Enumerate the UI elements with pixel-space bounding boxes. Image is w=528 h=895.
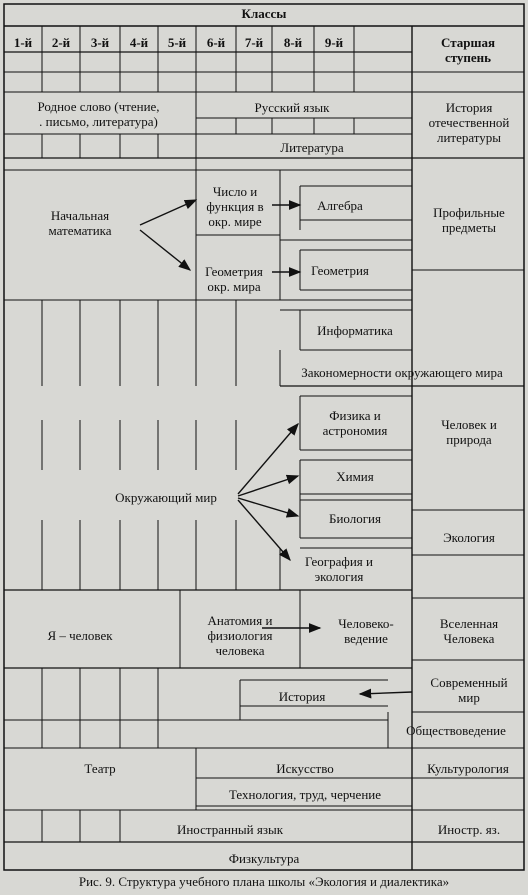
grade-header-3: 3-й	[90, 34, 110, 50]
arrow-okr-fizika	[238, 424, 298, 494]
subject-zakonomernosti: Закономерности окружающего мира	[301, 364, 503, 380]
arrow-mat-geom-okr	[140, 230, 190, 270]
grade-header-1: 1-й	[13, 34, 33, 50]
subject-himiya: Химия	[336, 468, 374, 484]
header-title: Классы	[241, 5, 287, 21]
arrow-sovr-istoriya	[360, 692, 412, 694]
arrow-okr-himiya	[238, 476, 298, 496]
subject-teatr: Театр	[84, 760, 116, 776]
subject-geom-okr: Геометрия окр. мира	[205, 264, 263, 294]
grade-header-4: 4-й	[129, 34, 149, 50]
subject-rodnoe-slovo: Родное слово (чтение, . письмо, литература)	[37, 99, 160, 129]
grade-header-7: 7-й	[244, 34, 264, 50]
grade-header-2: 2-й	[51, 34, 71, 50]
subject-literatura: Литература	[280, 139, 344, 155]
subject-iskusstvo: Искусство	[276, 760, 334, 776]
subject-tehnologiya: Технология, труд, черчение	[228, 786, 382, 802]
subject-okr-mir: Окружающий мир	[115, 489, 217, 505]
subject-geom: Геометрия	[311, 262, 369, 278]
grade-header-9: 9-й	[324, 34, 344, 50]
header-senior: Старшая ступень	[441, 35, 495, 65]
subject-russkiy: Русский язык	[254, 99, 330, 115]
grade-header-5: 5-й	[167, 34, 187, 50]
subject-inostr: Иностранный язык	[176, 821, 284, 837]
subject-sovr-mir: Современный мир	[430, 675, 508, 705]
grade-header-8: 8-й	[283, 34, 303, 50]
subject-algebra: Алгебра	[317, 197, 363, 213]
subject-ekologiya: Экология	[443, 529, 495, 545]
subject-profil: Профильные предметы	[433, 205, 505, 235]
arrow-okr-biologiya	[238, 498, 298, 516]
subject-kulturologiya: Культурология	[427, 760, 509, 776]
subject-nach-mat: Начальная математика	[48, 208, 112, 238]
subject-chelovekovedenie: Человеко- ведение	[338, 616, 394, 646]
arrow-mat-chislo	[140, 200, 196, 225]
grade-header-6: 6-й	[206, 34, 226, 50]
subject-fizika: Физика и астрономия	[322, 408, 388, 438]
subject-geografiya: География и экология	[305, 554, 373, 584]
subject-chel-priroda: Человек и природа	[441, 417, 497, 447]
subject-inostr-short: Иностр. яз.	[437, 821, 501, 837]
subject-istoriya-otech: История отечественной литературы	[428, 99, 510, 145]
subject-ya-chelovek: Я – человек	[47, 627, 113, 643]
subject-obshchestvo: Обществоведение	[406, 722, 506, 738]
subject-vselennaya: Вселенная Человека	[439, 616, 499, 646]
subject-istoriya: История	[278, 688, 326, 704]
figure-caption: Рис. 9. Структура учебного плана школы «Экология и диалектика»	[78, 874, 450, 889]
subject-biologiya: Биология	[328, 510, 381, 526]
arrow-okr-geografiya	[238, 500, 290, 560]
subject-anatomiya: Анатомия и физиология человека	[207, 612, 273, 658]
subject-informatika: Информатика	[317, 322, 393, 338]
subject-fizkultura: Физкультура	[228, 850, 300, 866]
subject-chislo: Число и функция в окр. мире	[206, 183, 264, 229]
